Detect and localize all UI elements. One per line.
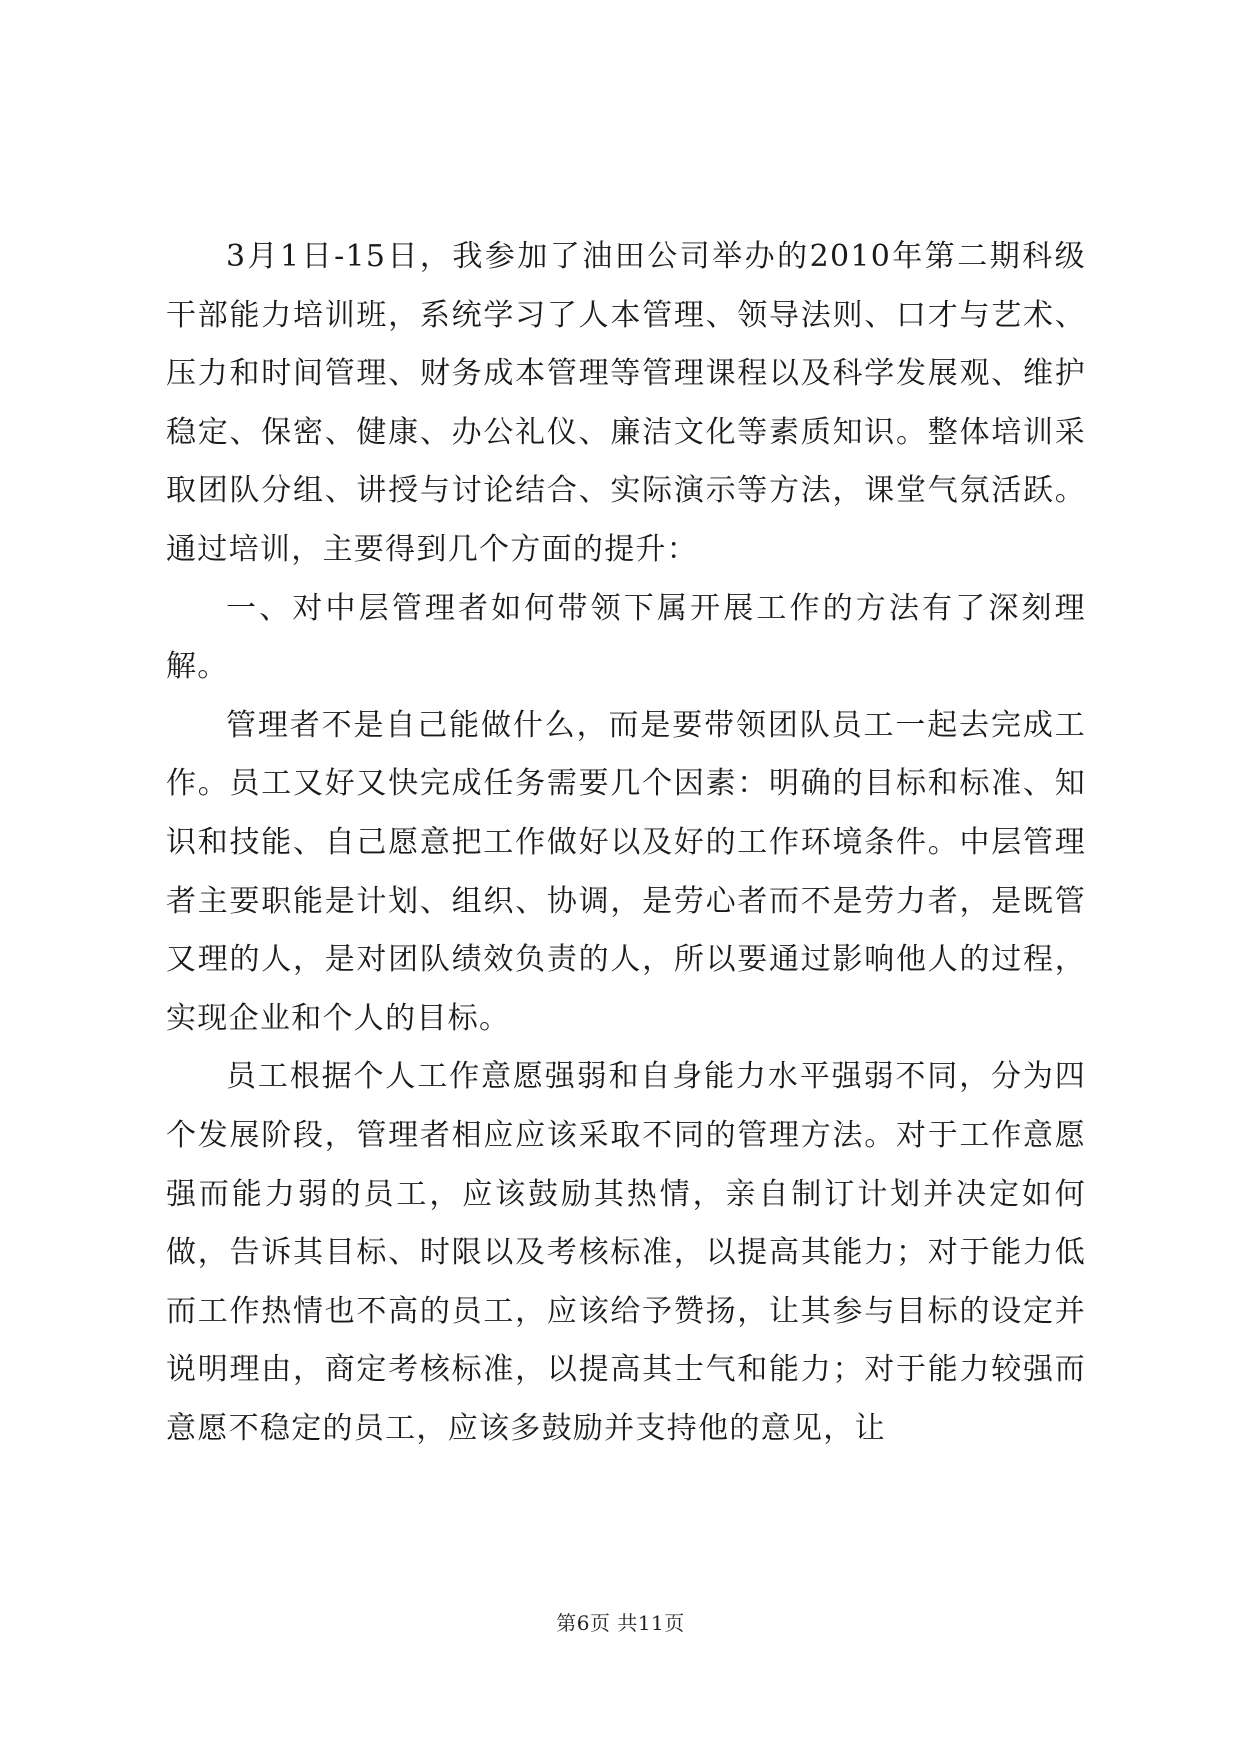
- document-body: [166, 228, 1086, 1458]
- paragraph-intro: 3月1日-15日，我参加了油田公司举办的2010年第二期科级干部能力培训班，系统学习了人本管理、领导法则、口才与艺术、压力和时间管理、财务成本管理等管理课程以及科学发展观、维护稳定、保密、健康、办公礼仪、廉洁文化等素质知识。整体培训采取团队分组、讲授与讨论结合、实际演示等方法，课堂气氛活跃。通过培训，主要得到几个方面的提升：: [166, 239, 1086, 567]
- paragraph-employee-stages: 员工根据个人工作意愿强弱和自身能力水平强弱不同，分为四个发展阶段，管理者相应应该采取不同的管理方法。对于工作意愿强而能力弱的员工，应该鼓励其热情，亲自制订计划并决定如何做，告诉其目标、时限以及考核标准，以提高其能力；对于能力低而工作热情也不高的员工，应该给予赞扬，让其参与目标的设定并说明理由，商定考核标准，以提高其士气和能力；对于能力较强而意愿不稳定的员工，应该多鼓励并支持他的意见，让: [166, 1059, 1086, 1446]
- page-number-footer: 第6页 共11页: [556, 1611, 685, 1635]
- section-heading-1: 一、对中层管理者如何带领下属开展工作的方法有了深刻理解。: [166, 590, 1086, 685]
- paragraph-manager-role: 管理者不是自己能做什么，而是要带领团队员工一起去完成工作。员工又好又快完成任务需要几个因素：明确的目标和标准、知识和技能、自己愿意把工作做好以及好的工作环境条件。中层管理者主要职能是计划、组织、协调，是劳心者而不是劳力者，是既管又理的人，是对团队绩效负责的人，所以要通过影响他人的过程，实现企业和个人的目标。: [166, 707, 1086, 1036]
